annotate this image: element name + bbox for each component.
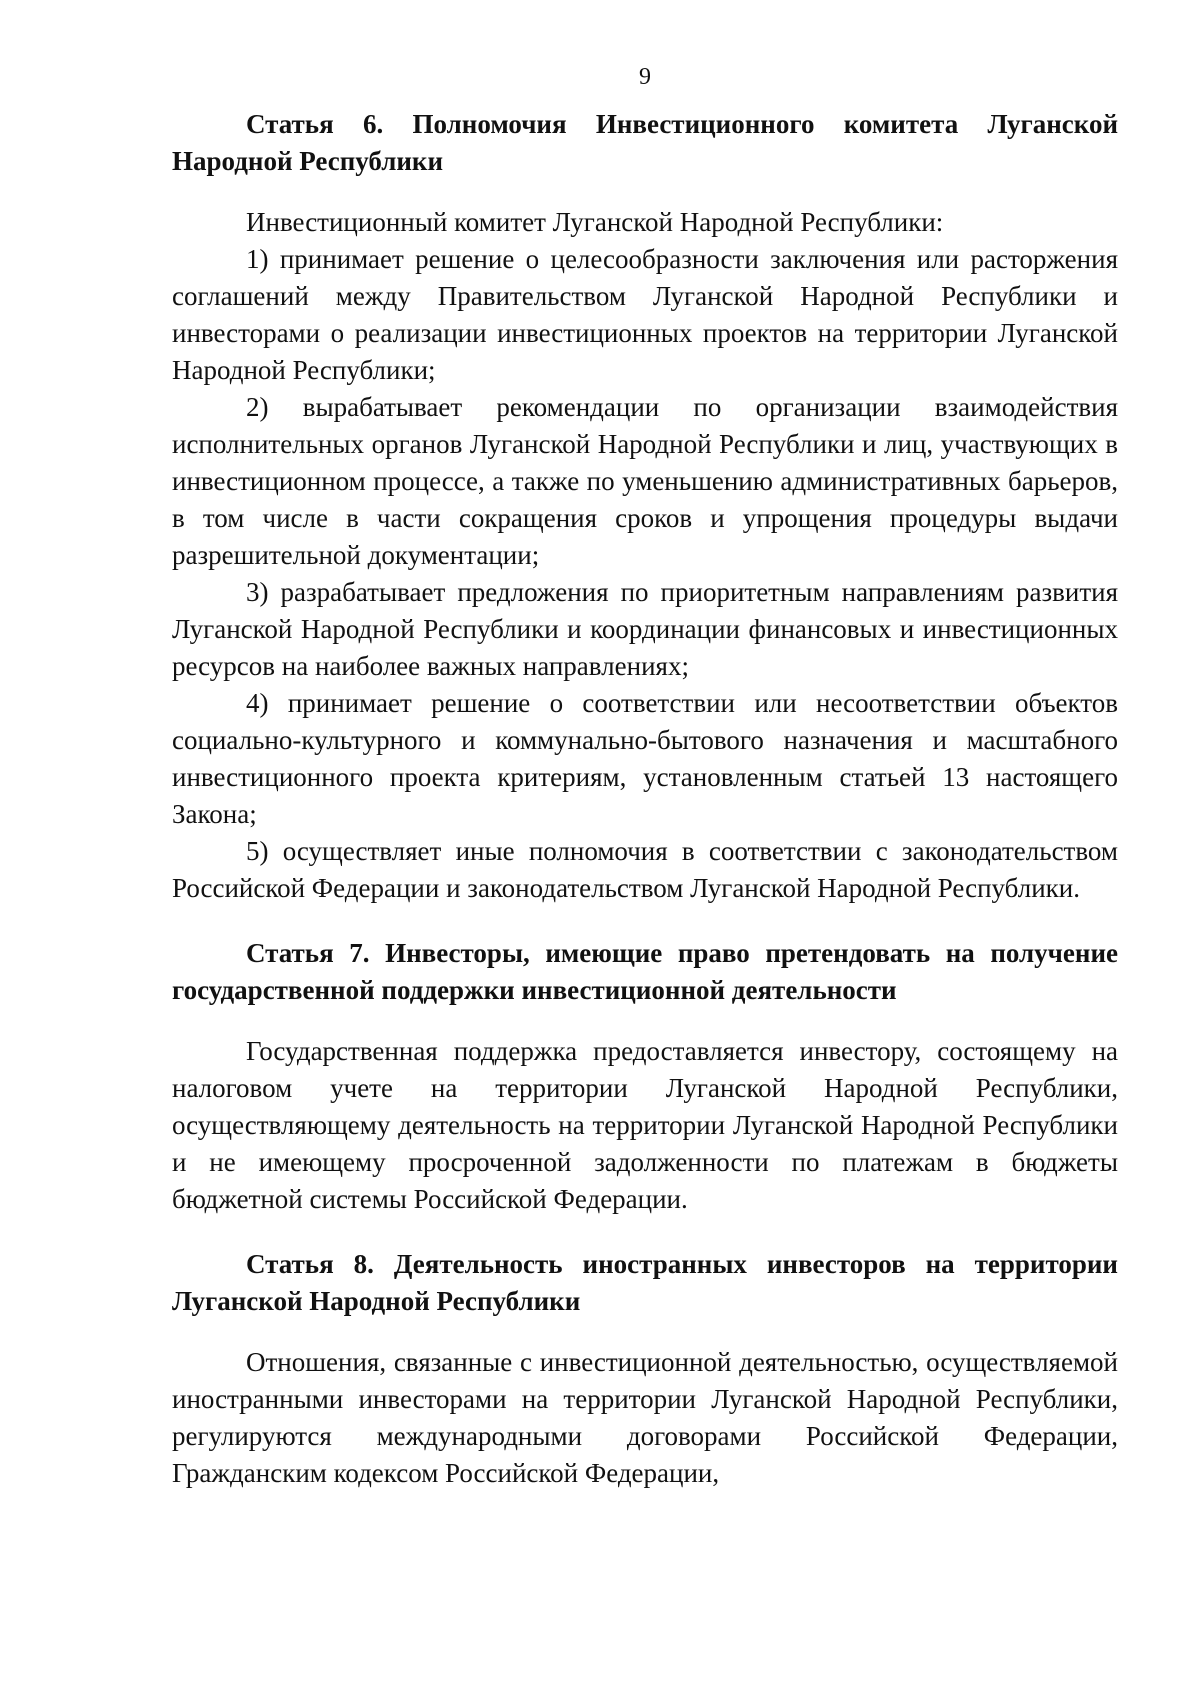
article-6-item-5: 5) осуществляет иные полномочия в соответствии с законодательством Российской Федерации и законодательством Луганской Народной Республики.: [172, 836, 1118, 903]
article-7-body: Государственная поддержка предоставляется инвестору, состоящему на налоговом учете на территории Луганской Народной Республики, осуществляющему деятельность на территории Луганской Народной Республики и не имеющему просроченной задолженности по платежам в бюджеты бюджетной системы Российской Федерации.: [172, 1036, 1118, 1214]
article-6-item-4: 4) принимает решение о соответствии или несоответствии объектов социально-культурного и коммунально-бытового назначения и масштабного инвестиционного проекта критериям, установленным статьей 13 настоящего Закона;: [172, 688, 1118, 829]
article-6-intro: Инвестиционный комитет Луганской Народной Республики:: [246, 207, 944, 237]
article-6-item-1: 1) принимает решение о целесообразности заключения или расторжения соглашений между Правительством Луганской Народной Республики и инвесторами о реализации инвестиционных проектов на территории Луганской Народной Республики;: [172, 244, 1118, 385]
article-8-body: Отношения, связанные с инвестиционной деятельностью, осуществляемой иностранными инвесторами на территории Луганской Народной Республики, регулируются международными договорами Российской Федерации, Гражданским кодексом Российской Федерации,: [172, 1347, 1118, 1488]
article-8-heading: Статья 8. Деятельность иностранных инвесторов на территории Луганской Народной Республики: [172, 1249, 1118, 1316]
page-number: 9: [639, 64, 651, 90]
article-6-heading: Статья 6. Полномочия Инвестиционного комитета Луганской Народной Республики: [172, 109, 1118, 176]
article-7-heading: Статья 7. Инвесторы, имеющие право претендовать на получение государственной поддержки инвестиционной деятельности: [172, 938, 1118, 1005]
article-6-item-3: 3) разрабатывает предложения по приоритетным направлениям развития Луганской Народной Республики и координации финансовых и инвестиционных ресурсов на наиболее важных направлениях;: [172, 577, 1118, 681]
document-page: [172, 62, 1118, 1492]
article-6-item-2: 2) вырабатывает рекомендации по организации взаимодействия исполнительных органов Луганской Народной Республики и лиц, участвующих в инвестиционном процессе, а также по уменьшению административных барьеров, в том числе в части сокращения сроков и упрощения процедуры выдачи разрешительной документации;: [172, 392, 1118, 570]
